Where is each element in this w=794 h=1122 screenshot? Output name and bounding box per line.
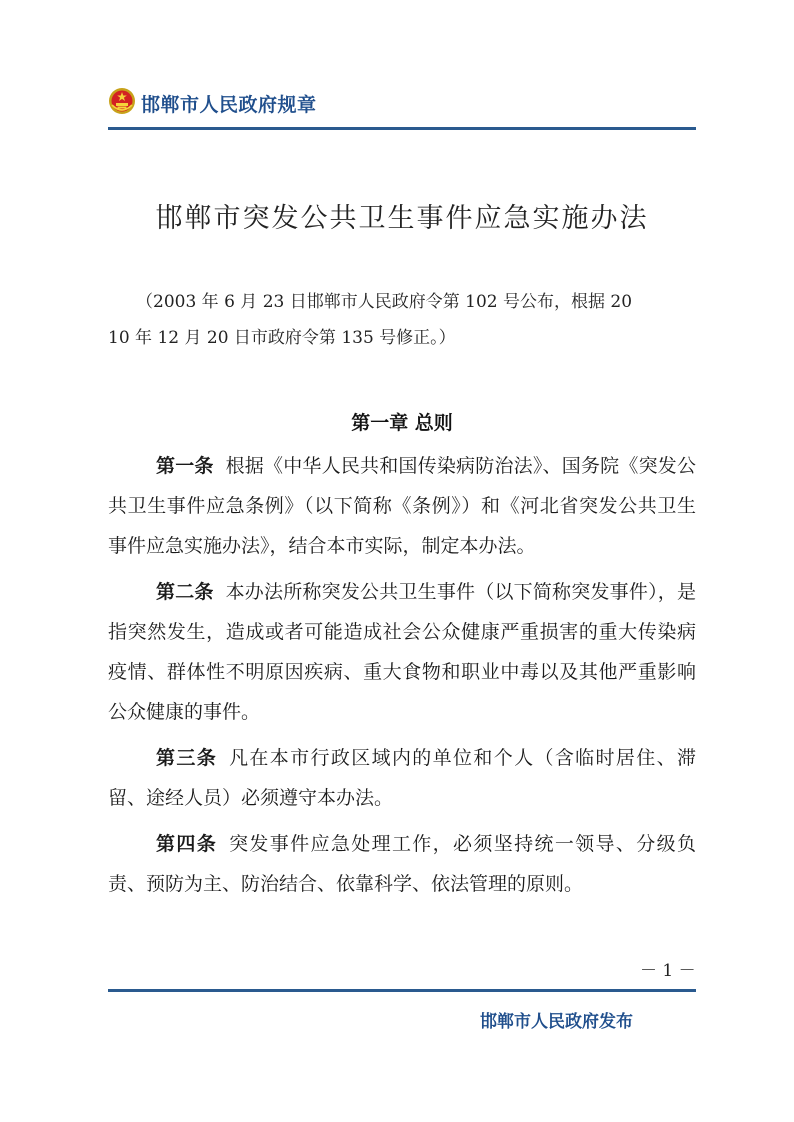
footer-rule xyxy=(108,989,696,992)
article-1 xyxy=(108,446,696,566)
page-number: － 1 － xyxy=(640,961,696,981)
chapter-heading: 第一章 总则 xyxy=(351,412,453,434)
article-label: 第二条 xyxy=(156,581,214,603)
article-text: 本办法所称突发公共卫生事件（以下简称突发事件），是指突然发生，造成或者可能造成社会公众健康严重损害的重大传染病疫情、群体性不明原因疾病、重大食物和职业中毒以及其他严重影响公众健康的事件。 xyxy=(108,581,696,723)
article-text: 凡在本市行政区域内的单位和个人（含临时居住、滞留、途经人员）必须遵守本办法。 xyxy=(108,747,696,809)
page-header xyxy=(108,84,696,124)
article-text: 突发事件应急处理工作，必须坚持统一领导、分级负责、预防为主、防治结合、依靠科学、依法管理的原则。 xyxy=(108,833,696,895)
footer-publisher: 邯郸市人民政府发布 xyxy=(480,1012,633,1032)
article-label: 第三条 xyxy=(156,747,218,769)
header-title: 邯郸市人民政府规章 xyxy=(141,94,317,116)
article-text: 根据《中华人民共和国传染病防治法》、国务院《突发公共卫生事件应急条例》（以下简称《条例》）和《河北省突发公共卫生事件应急实施办法》，结合本市实际，制定本办法。 xyxy=(108,455,696,557)
article-label: 第一条 xyxy=(156,455,214,477)
national-emblem-icon xyxy=(108,87,136,115)
publication-note-line-2: 10 年 12 月 20 日市政府令第 135 号修正。） xyxy=(108,328,456,348)
article-4 xyxy=(108,824,696,904)
article-label: 第四条 xyxy=(156,833,218,855)
article-2 xyxy=(108,572,696,732)
publication-note xyxy=(108,284,696,356)
document-body xyxy=(108,446,696,910)
publication-note-line-1: （2003 年 6 月 23 日邯郸市人民政府令第 102 号公布，根据 20 xyxy=(136,292,633,312)
header-rule xyxy=(108,127,696,130)
article-3 xyxy=(108,738,696,818)
document-title: 邯郸市突发公共卫生事件应急实施办法 xyxy=(155,203,649,234)
